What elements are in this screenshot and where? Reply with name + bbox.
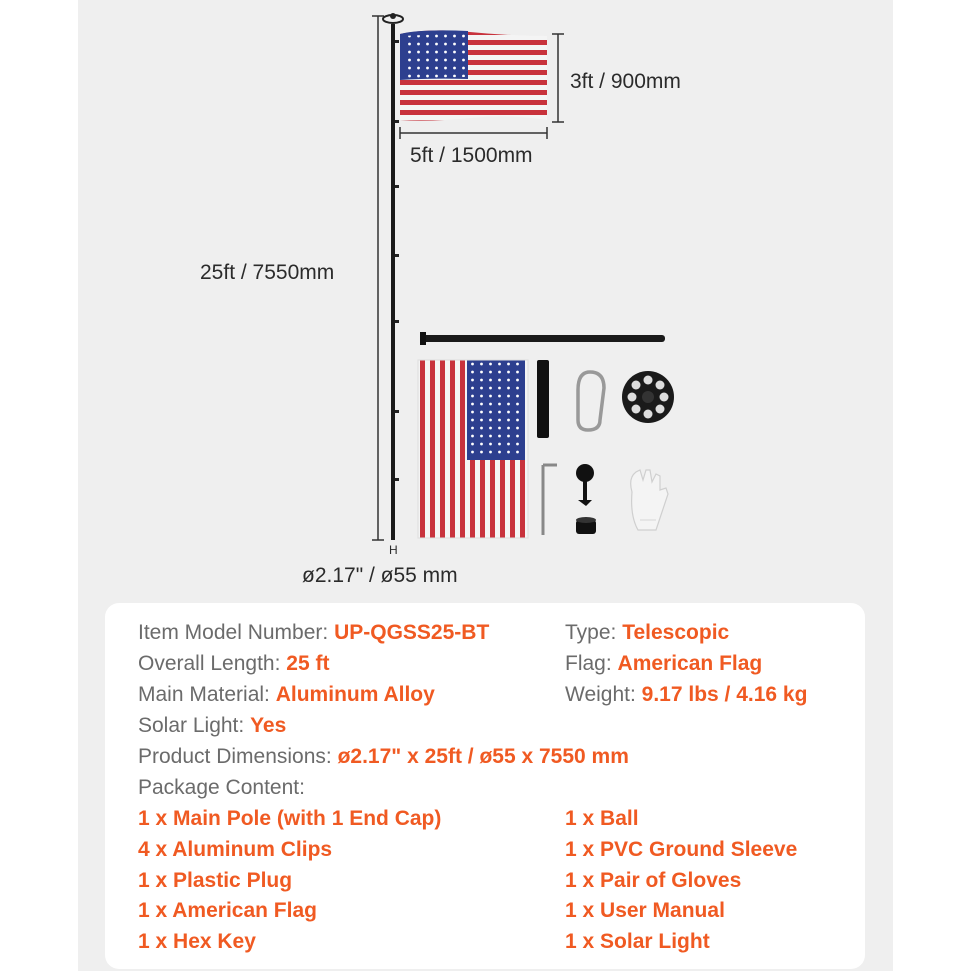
spec-model-value: UP-QGSS25-BT	[334, 621, 490, 644]
pole-height-label: 25ft / 7550mm	[200, 261, 335, 284]
package-item: 1 x Pair of Gloves	[565, 869, 742, 892]
package-item: 1 x User Manual	[565, 899, 725, 922]
spec-package-label: Package Content:	[138, 776, 305, 799]
flag-width-label: 5ft / 1500mm	[410, 144, 533, 167]
spec-model-label: Item Model Number:	[138, 621, 329, 644]
package-item: 1 x Main Pole (with 1 End Cap)	[138, 807, 442, 830]
plastic-plug	[537, 360, 549, 438]
package-item: 1 x Solar Light	[565, 930, 710, 953]
spec-solar-value: Yes	[250, 714, 287, 737]
package-item: 1 x Hex Key	[138, 930, 256, 953]
spec-solar-label: Solar Light:	[138, 714, 245, 737]
flag-width-dimension-line	[400, 127, 547, 139]
aluminum-clip	[578, 372, 604, 430]
package-item: 4 x Aluminum Clips	[138, 838, 333, 861]
american-flag-packaged	[418, 360, 528, 538]
spec-weight-value: 9.17 lbs / 4.16 kg	[641, 683, 808, 706]
package-item: 1 x Ball	[565, 807, 639, 830]
spec-type-value: Telescopic	[622, 621, 730, 644]
american-flag-flying	[400, 30, 547, 120]
pole-base-mark: H	[389, 543, 398, 557]
spec-solar	[138, 713, 286, 739]
spec-length-value: 25 ft	[286, 652, 330, 675]
spec-package	[138, 775, 305, 801]
spec-type	[565, 620, 729, 646]
package-item: 1 x American Flag	[138, 899, 317, 922]
hex-key	[543, 465, 557, 535]
spec-material	[138, 682, 435, 708]
spec-length	[138, 651, 329, 677]
spec-weight	[565, 682, 807, 708]
package-item: 1 x PVC Ground Sleeve	[565, 838, 798, 861]
spec-material-value: Aluminum Alloy	[275, 683, 435, 706]
ball-topper	[576, 464, 594, 506]
pvc-ground-sleeve	[576, 517, 596, 534]
pole-height-dimension-line	[372, 16, 384, 540]
spec-dimensions-value: ø2.17" x 25ft / ø55 x 7550 mm	[337, 745, 629, 768]
spec-flag-label: Flag:	[565, 652, 612, 675]
gloves	[631, 470, 668, 530]
spec-material-label: Main Material:	[138, 683, 270, 706]
flag-height-label: 3ft / 900mm	[570, 70, 681, 93]
spec-flag-value: American Flag	[617, 652, 763, 675]
package-item: 1 x Plastic Plug	[138, 869, 293, 892]
spec-flag	[565, 651, 762, 677]
spec-dimensions	[138, 744, 629, 770]
spec-weight-label: Weight:	[565, 683, 636, 706]
solar-light	[622, 371, 674, 423]
pole-diameter-label: ø2.17" / ø55 mm	[302, 564, 458, 587]
pole-section	[420, 332, 665, 345]
flag-height-dimension-line	[552, 34, 564, 122]
spec-model	[138, 620, 489, 646]
spec-dimensions-label: Product Dimensions:	[138, 745, 332, 768]
spec-type-label: Type:	[565, 621, 617, 644]
spec-length-label: Overall Length:	[138, 652, 281, 675]
